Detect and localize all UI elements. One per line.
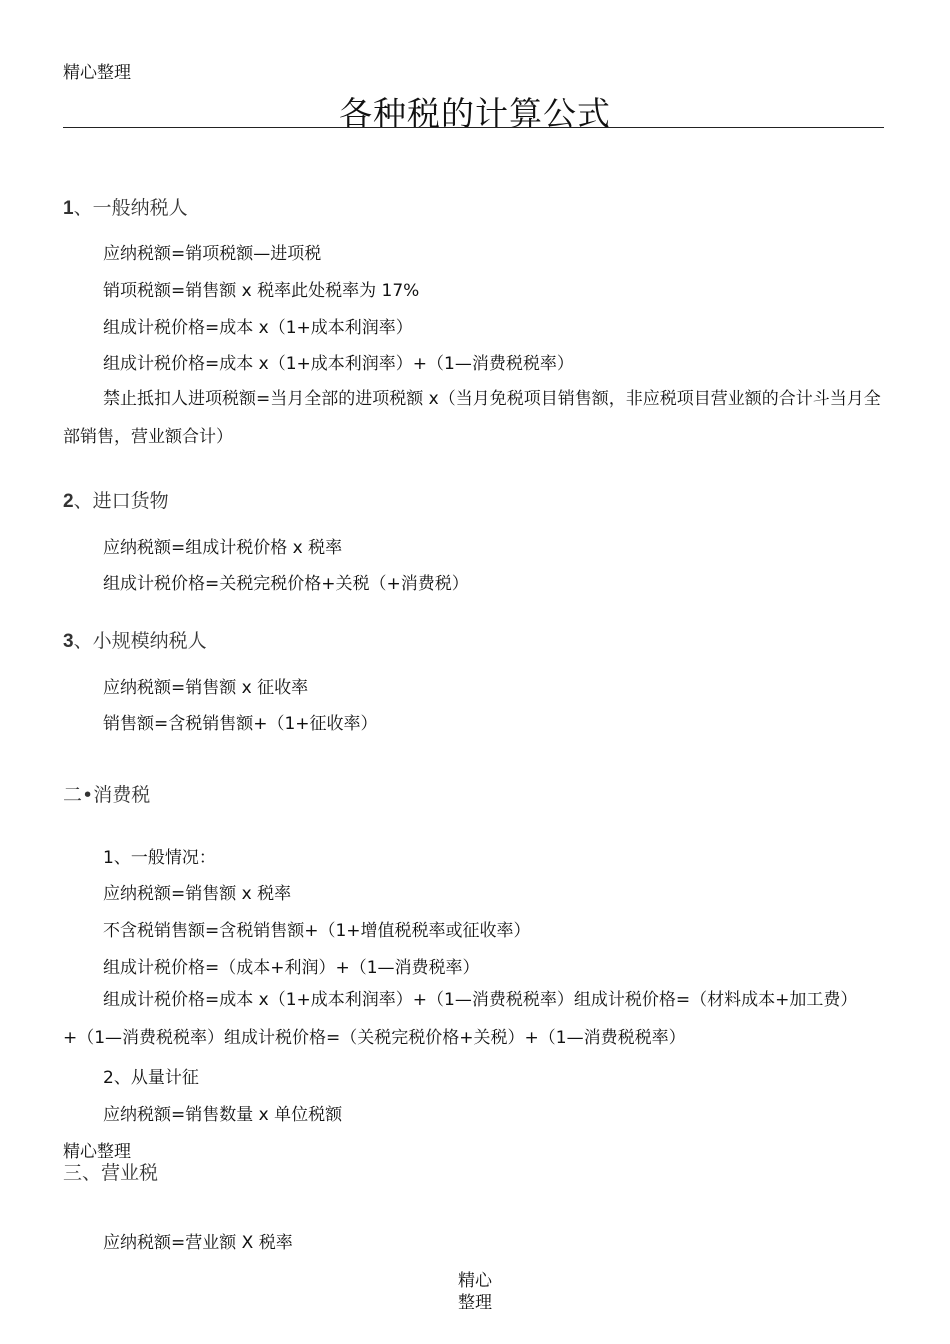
title-divider: [63, 127, 884, 128]
section-heading-general-taxpayer: [63, 193, 188, 220]
section-number: 2: [63, 491, 74, 512]
section-title: 、进口货物: [73, 490, 169, 512]
formula-line: 应纳税额=销售数量 x 单位税额: [103, 1105, 343, 1125]
page-title: 各种税的计算公式: [339, 94, 611, 133]
formula-line: 应纳税额=销售额 x 征收率: [103, 678, 309, 698]
formula-line: 应纳税额=销项税额—进项税: [103, 244, 322, 264]
formula-line: 组成计税价格=成本 x（1+成本利润率）: [103, 318, 413, 338]
section-number: 1: [63, 198, 74, 219]
section-heading-import-goods: [63, 486, 169, 513]
section-title: 、小规模纳税人: [73, 630, 207, 652]
section-title: 、一般纳税人: [73, 197, 188, 219]
formula-line: 销售额=含税销售额+（1+征收率）: [103, 714, 378, 734]
formula-line: 应纳税额=组成计税价格 x 税率: [103, 538, 343, 558]
page-break-label: 精心整理: [63, 1142, 131, 1162]
section-heading-consumption-tax: 二•消费税: [63, 784, 151, 806]
formula-line: 应纳税额=销售额 x 税率: [103, 884, 292, 904]
formula-line: 组成计税价格=关税完税价格+关税（+消费税）: [103, 574, 469, 594]
footer-line: 精心: [458, 1271, 492, 1291]
formula-paragraph: 禁止抵扣人进项税额=当月全部的进项税额 x（当月免税项目销售额，非应税项目营业额的合计斗当月全部销售，营业额合计）: [63, 389, 881, 447]
section-heading-business-tax: 三、营业税: [63, 1162, 159, 1184]
formula-line: 销项税额=销售额 x 税率此处税率为 17%: [103, 281, 420, 301]
section-number: 3: [63, 631, 74, 652]
top-label: 精心整理: [63, 63, 131, 83]
footer-line: 整理: [458, 1293, 492, 1313]
subheading-quantity: 2、从量计征: [103, 1068, 199, 1088]
subheading-general: 1、一般情况：: [103, 848, 216, 868]
section-heading-small-taxpayer: [63, 626, 207, 653]
formula-line: 不含税销售额=含税销售额+（1+增值税税率或征收率）: [103, 921, 531, 941]
footer-label: [0, 1270, 950, 1314]
formula-line: 组成计税价格=成本 x（1+成本利润率）+（1—消费税税率）: [103, 354, 574, 374]
formula-line: 应纳税额=营业额 X 税率: [103, 1233, 293, 1253]
formula-paragraph: 组成计税价格=成本 x（1+成本利润率）+（1—消费税税率）组成计税价格=（材料成本+加工费）+（1—消费税税率）组成计税价格=（关税完税价格+关税）+（1—消费税税率）: [63, 990, 858, 1048]
formula-line: 组成计税价格=（成本+利润）+（1—消费税率）: [103, 958, 480, 978]
